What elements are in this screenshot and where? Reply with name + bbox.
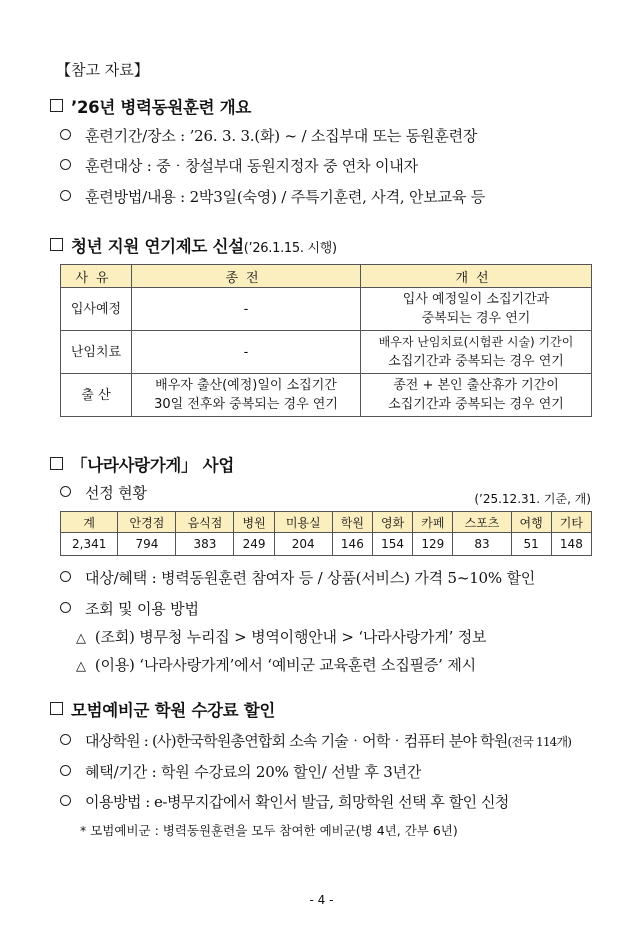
triangle-bullet-icon: △ [76, 631, 86, 646]
table-cell: 794 [118, 533, 176, 556]
column-header: 사유 [61, 265, 132, 288]
column-header: 카페 [413, 512, 453, 533]
section4-title: 모범예비군 학원 수강료 할인 [71, 701, 276, 720]
table-header-row [61, 265, 592, 288]
circle-bullet-icon [60, 795, 71, 806]
section3-title: 「나라사랑가게」 사업 [71, 456, 234, 475]
stats-caption: (’25.12.31. 기준, 개) [474, 492, 591, 506]
reference-label: 【참고 자료】 [56, 61, 149, 79]
table-cell: 154 [373, 533, 413, 556]
howto-item: △ (조회) 병무청 누리집 > 병역이행안내 > ‘나라사랑가게’ 정보 [76, 628, 487, 646]
section3-benefit: 대상/혜택 : 병력동원훈련 참여자 등 / 상품(서비스) 가격 5~10% 할인 [60, 567, 535, 588]
table-cell: 83 [453, 533, 511, 556]
column-header: 계 [61, 512, 118, 533]
deferral-table [60, 264, 592, 417]
section4-target: 대상학원 : (사)한국학원총연합회 소속 기술‧어학‧컴퓨터 분야 학원(전국 114개) [60, 730, 571, 751]
checkbox-square-icon [50, 238, 63, 251]
section1-bullet: 훈련방법/내용 : 2박3일(숙영) / 주특기훈련, 사격, 안보교육 등 [60, 186, 485, 207]
circle-bullet-icon [60, 602, 71, 613]
table-cell: 51 [511, 533, 551, 556]
checkbox-square-icon [50, 99, 63, 112]
triangle-bullet-icon: △ [76, 659, 86, 674]
section4-heading [50, 697, 275, 721]
section1-bullet: 훈련대상 : 중‧창설부대 동원지정자 중 연차 이내자 [60, 155, 418, 176]
table-cell: 383 [176, 533, 234, 556]
column-header: 미용실 [274, 512, 332, 533]
circle-bullet-icon [60, 571, 71, 582]
table-row [61, 288, 592, 331]
column-header: 개선 [361, 265, 592, 288]
circle-bullet-icon [60, 159, 71, 170]
checkbox-square-icon [50, 457, 63, 470]
column-header: 여행 [511, 512, 551, 533]
table-row [61, 533, 592, 556]
circle-bullet-icon [60, 486, 71, 497]
section3-status-label: 선정 현황 [60, 482, 147, 503]
column-header: 기타 [551, 512, 591, 533]
table-header-row [61, 512, 592, 533]
page-number: - 4 - [309, 893, 334, 907]
circle-bullet-icon [60, 129, 71, 140]
table-cell: 204 [274, 533, 332, 556]
column-header: 병원 [234, 512, 274, 533]
column-header: 음식점 [176, 512, 234, 533]
column-header: 안경점 [118, 512, 176, 533]
column-header: 종전 [132, 265, 361, 288]
table-cell: 출 산 [61, 374, 132, 417]
section1-bullet: 훈련기간/장소 : ’26. 3. 3.(화) ~ / 소집부대 또는 동원훈련장 [60, 125, 477, 146]
checkbox-square-icon [50, 702, 63, 715]
table-row [61, 331, 592, 374]
column-header: 영화 [373, 512, 413, 533]
section3-howto-label: 조회 및 이용 방법 [60, 598, 199, 619]
table-cell: 입사 예정일이 소집기간과 중복되는 경우 연기 [361, 288, 592, 331]
table-cell: 종전 + 본인 출산휴가 기간이 소집기간과 중복되는 경우 연기 [361, 374, 592, 417]
section3-heading [50, 452, 234, 476]
table-cell: - [132, 331, 361, 374]
section1-title: ’26년 병력동원훈련 개요 [71, 98, 251, 117]
table-cell: 129 [413, 533, 453, 556]
table-cell: 배우자 난임치료(시험관 시술) 기간이 소집기간과 중복되는 경우 연기 [361, 331, 592, 374]
column-header: 스포츠 [453, 512, 511, 533]
section4-footnote: * 모범예비군 : 병력동원훈련을 모두 참여한 예비군(병 4년, 간부 6년) [80, 823, 458, 838]
table-cell: 148 [551, 533, 591, 556]
table-cell: - [132, 288, 361, 331]
section2-heading [50, 233, 337, 257]
table-cell: 146 [332, 533, 372, 556]
circle-bullet-icon [60, 765, 71, 776]
section2-title: 청년 지원 연기제도 신설 [71, 237, 244, 256]
store-stats-table [60, 511, 592, 556]
column-header: 학원 [332, 512, 372, 533]
table-row [61, 374, 592, 417]
howto-item: △ (이용) ‘나라사랑가게’에서 ‘예비군 교육훈련 소집필증’ 제시 [76, 656, 476, 674]
circle-bullet-icon [60, 190, 71, 201]
section2-title-note: (’26.1.15. 시행) [243, 241, 337, 256]
table-cell: 2,341 [61, 533, 118, 556]
section4-method: 이용방법 : e-병무지갑에서 확인서 발급, 희망학원 선택 후 할인 신청 [60, 791, 509, 812]
circle-bullet-icon [60, 734, 71, 745]
section4-benefit: 혜택/기간 : 학원 수강료의 20% 할인/ 선발 후 3년간 [60, 761, 421, 782]
table-cell: 배우자 출산(예정)일이 소집기간 30일 전후와 중복되는 경우 연기 [132, 374, 361, 417]
table-cell: 난임치료 [61, 331, 132, 374]
section1-heading [50, 94, 251, 118]
table-cell: 입사예정 [61, 288, 132, 331]
table-cell: 249 [234, 533, 274, 556]
